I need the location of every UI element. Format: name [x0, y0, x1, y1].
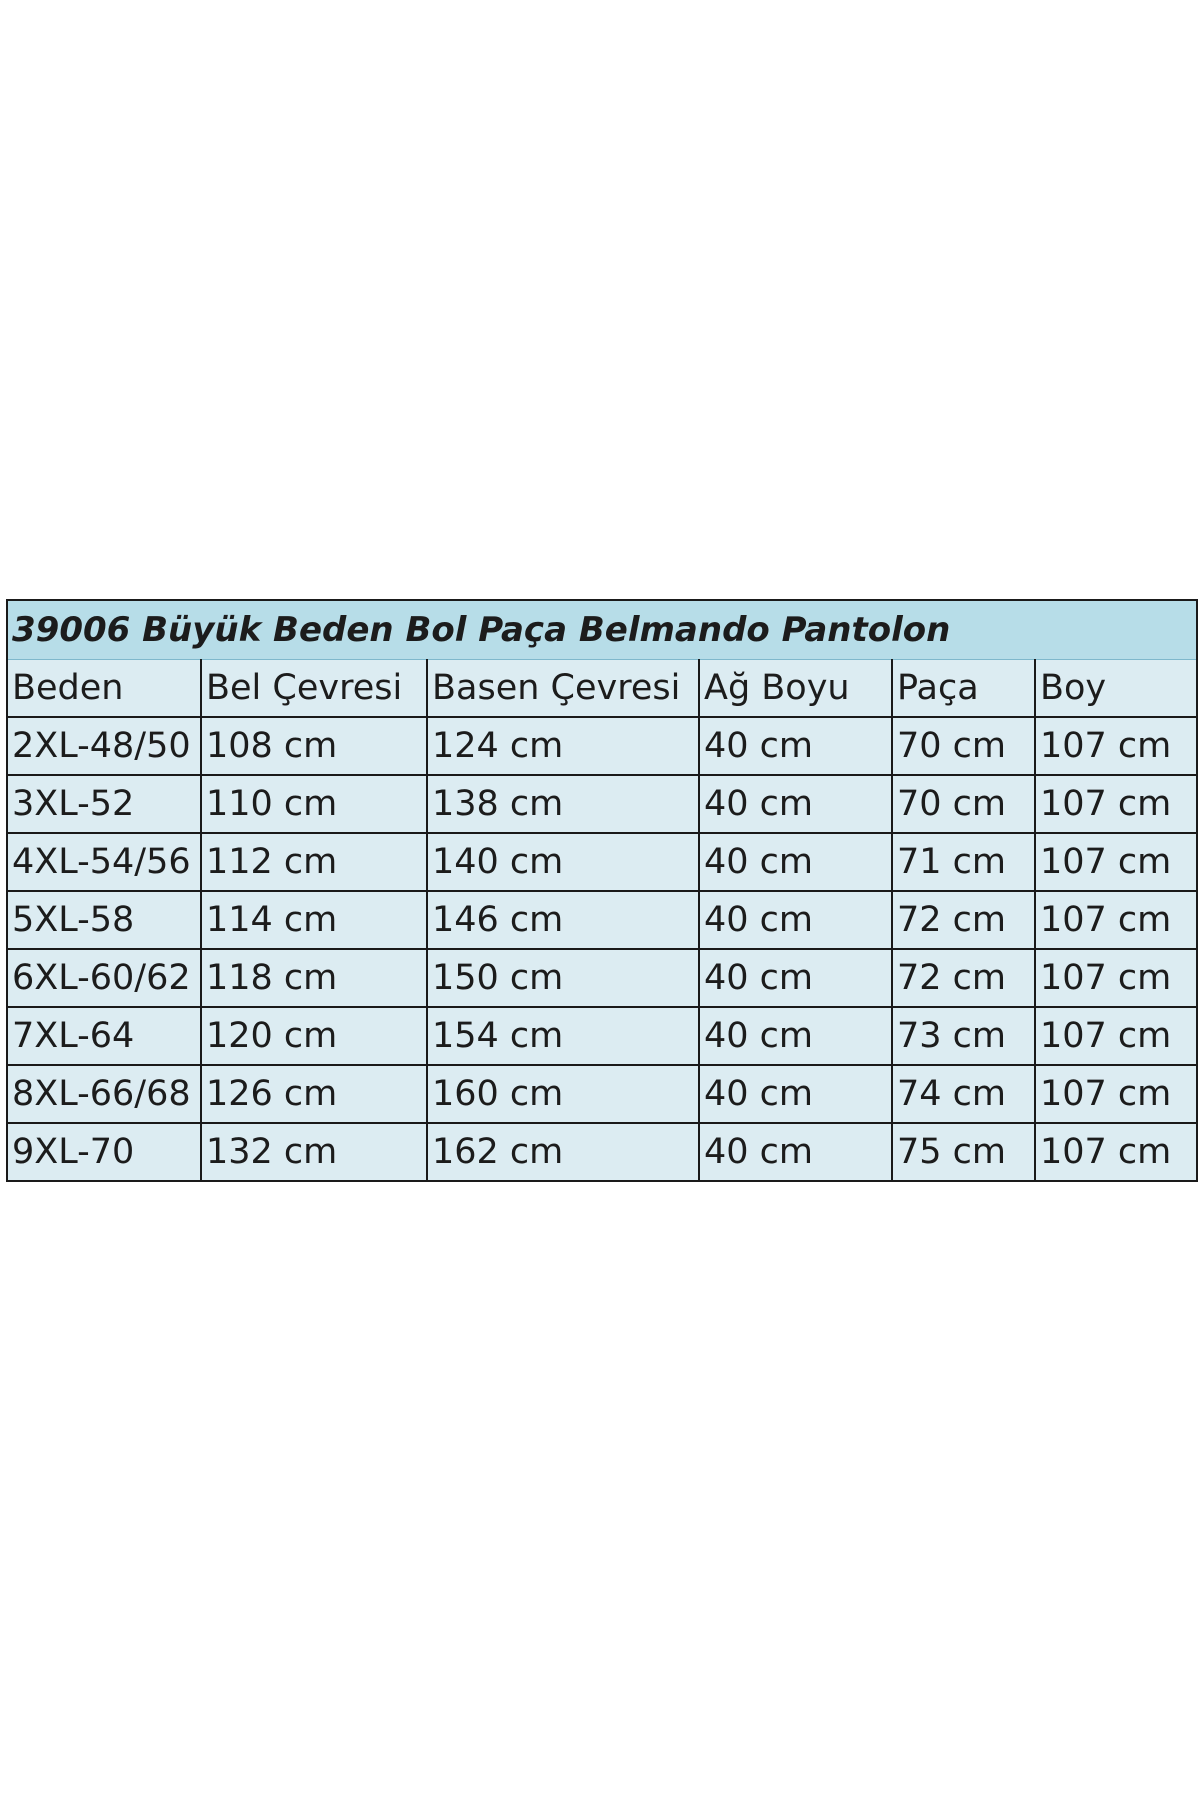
- cell-basen-cevresi: 146 cm: [427, 891, 699, 949]
- column-header-boy: Boy: [1035, 660, 1197, 718]
- cell-basen-cevresi: 162 cm: [427, 1123, 699, 1181]
- cell-bel-cevresi: 108 cm: [201, 717, 427, 775]
- column-header-paca: Paça: [892, 660, 1035, 718]
- cell-bel-cevresi: 120 cm: [201, 1007, 427, 1065]
- cell-basen-cevresi: 140 cm: [427, 833, 699, 891]
- table-row: [7, 1007, 1197, 1065]
- cell-paca: 70 cm: [892, 717, 1035, 775]
- cell-beden: 7XL-64: [7, 1007, 201, 1065]
- cell-paca: 71 cm: [892, 833, 1035, 891]
- header-row: [7, 660, 1197, 718]
- cell-ag-boyu: 40 cm: [699, 775, 892, 833]
- table-row: [7, 717, 1197, 775]
- table-row: [7, 775, 1197, 833]
- cell-ag-boyu: 40 cm: [699, 1065, 892, 1123]
- table-row: [7, 1065, 1197, 1123]
- column-header-beden: Beden: [7, 660, 201, 718]
- cell-paca: 72 cm: [892, 949, 1035, 1007]
- cell-beden: 5XL-58: [7, 891, 201, 949]
- table-title: 39006 Büyük Beden Bol Paça Belmando Pantolon: [7, 600, 1197, 660]
- cell-ag-boyu: 40 cm: [699, 833, 892, 891]
- table-row: [7, 891, 1197, 949]
- size-chart-table: [6, 599, 1198, 1182]
- cell-ag-boyu: 40 cm: [699, 1123, 892, 1181]
- cell-boy: 107 cm: [1035, 1065, 1197, 1123]
- cell-paca: 75 cm: [892, 1123, 1035, 1181]
- cell-beden: 8XL-66/68: [7, 1065, 201, 1123]
- cell-bel-cevresi: 126 cm: [201, 1065, 427, 1123]
- cell-beden: 9XL-70: [7, 1123, 201, 1181]
- cell-beden: 6XL-60/62: [7, 949, 201, 1007]
- cell-paca: 73 cm: [892, 1007, 1035, 1065]
- cell-beden: 3XL-52: [7, 775, 201, 833]
- cell-ag-boyu: 40 cm: [699, 1007, 892, 1065]
- column-header-ag-boyu: Ağ Boyu: [699, 660, 892, 718]
- cell-bel-cevresi: 112 cm: [201, 833, 427, 891]
- cell-ag-boyu: 40 cm: [699, 949, 892, 1007]
- cell-ag-boyu: 40 cm: [699, 717, 892, 775]
- cell-basen-cevresi: 150 cm: [427, 949, 699, 1007]
- column-header-basen-cevresi: Basen Çevresi: [427, 660, 699, 718]
- cell-bel-cevresi: 110 cm: [201, 775, 427, 833]
- table-row: [7, 1123, 1197, 1181]
- cell-boy: 107 cm: [1035, 717, 1197, 775]
- cell-boy: 107 cm: [1035, 949, 1197, 1007]
- cell-boy: 107 cm: [1035, 1007, 1197, 1065]
- cell-basen-cevresi: 154 cm: [427, 1007, 699, 1065]
- cell-paca: 72 cm: [892, 891, 1035, 949]
- cell-paca: 74 cm: [892, 1065, 1035, 1123]
- cell-beden: 4XL-54/56: [7, 833, 201, 891]
- cell-bel-cevresi: 114 cm: [201, 891, 427, 949]
- cell-beden: 2XL-48/50: [7, 717, 201, 775]
- cell-paca: 70 cm: [892, 775, 1035, 833]
- cell-bel-cevresi: 118 cm: [201, 949, 427, 1007]
- cell-boy: 107 cm: [1035, 775, 1197, 833]
- title-row: [7, 600, 1197, 660]
- column-header-bel-cevresi: Bel Çevresi: [201, 660, 427, 718]
- cell-basen-cevresi: 138 cm: [427, 775, 699, 833]
- table-row: [7, 949, 1197, 1007]
- cell-basen-cevresi: 160 cm: [427, 1065, 699, 1123]
- table-row: [7, 833, 1197, 891]
- cell-boy: 107 cm: [1035, 891, 1197, 949]
- cell-boy: 107 cm: [1035, 1123, 1197, 1181]
- cell-bel-cevresi: 132 cm: [201, 1123, 427, 1181]
- cell-basen-cevresi: 124 cm: [427, 717, 699, 775]
- cell-ag-boyu: 40 cm: [699, 891, 892, 949]
- cell-boy: 107 cm: [1035, 833, 1197, 891]
